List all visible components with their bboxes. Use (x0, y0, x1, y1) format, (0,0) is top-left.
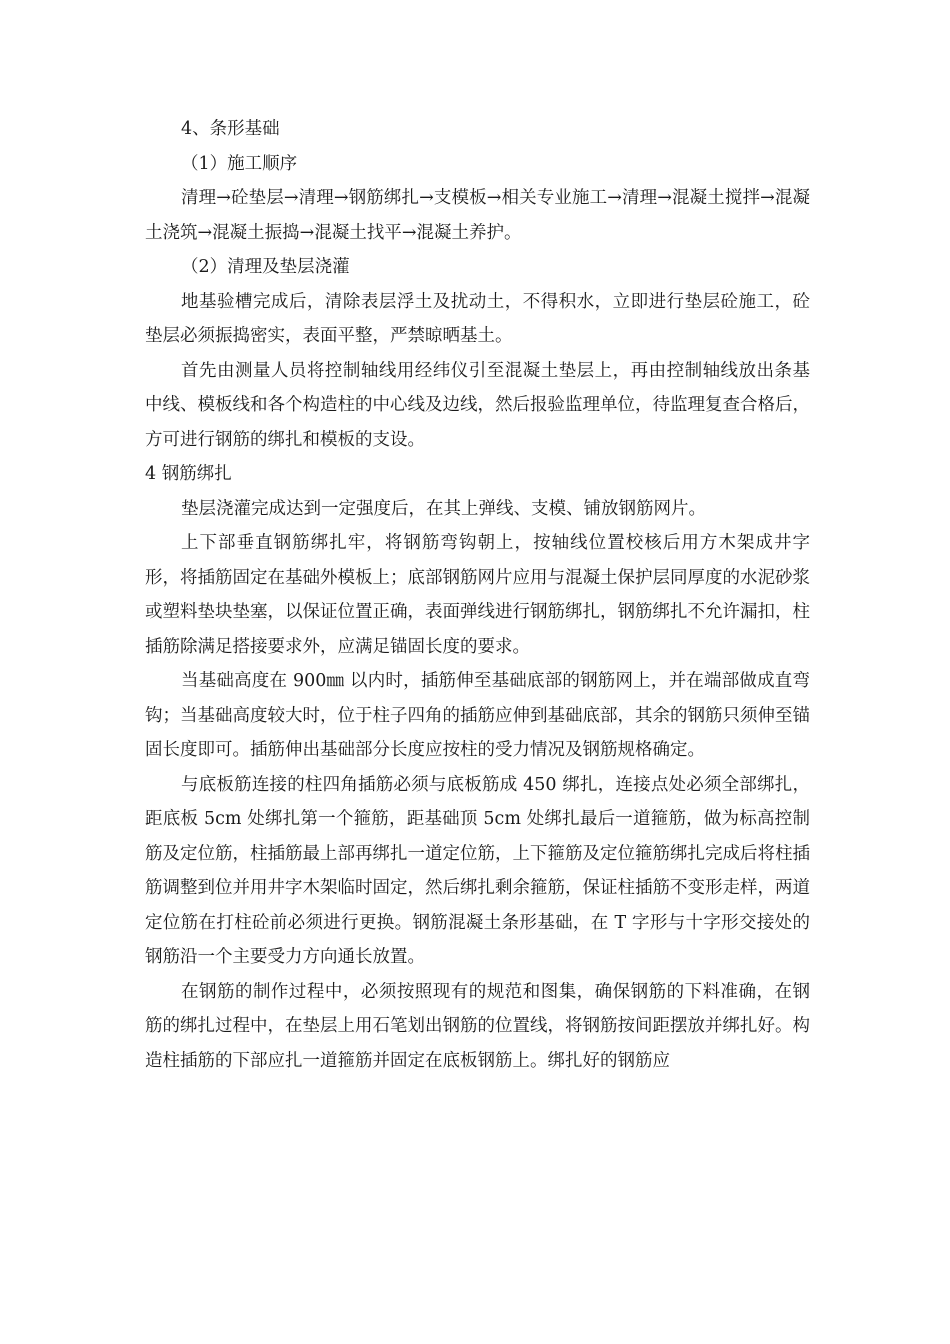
section-heading: 4、条形基础 (181, 119, 280, 139)
document-body (145, 112, 810, 1078)
paragraph: 清理→砼垫层→清理→钢筋绑扎→支模板→相关专业施工→清理→混凝土搅拌→混凝土浇筑→混凝土振捣→混凝土找平→混凝土养护。 (145, 188, 810, 243)
paragraph: 与底板筋连接的柱四角插筋必须与底板筋成 450 绑扎，连接点处必须全部绑扎，距底板 5cm 处绑扎第一个箍筋，距基础顶 5cm 处绑扎最后一道箍筋，做为标高控制筋及定位筋，柱插筋最上部再绑扎一道定位筋，上下箍筋及定位箍筋绑扎完成后将柱插筋调整到位并用井字木架临时固定，然后绑扎剩余箍筋，保证柱插筋不变形走样，两道定位筋在打柱砼前必须进行更换。钢筋混凝土条形基础，在 T 字形与十字形交接处的钢筋沿一个主要受力方向通长放置。 (145, 774, 810, 967)
subsection-heading: （1）施工顺序 (181, 153, 298, 174)
paragraph: 上下部垂直钢筋绑扎牢，将钢筋弯钩朝上，按轴线位置校核后用方木架成井字形，将插筋固定在基础外模板上；底部钢筋网片应用与混凝土保护层同厚度的水泥砂浆或塑料垫块垫塞，以保证位置正确，表面弹线进行钢筋绑扎，钢筋绑扎不允许漏扣，柱插筋除满足搭接要求外，应满足锚固长度的要求。 (145, 533, 810, 657)
paragraph: 首先由测量人员将控制轴线用经纬仪引至混凝土垫层上，再由控制轴线放出条基中线、模板线和各个构造柱的中心线及边线，然后报验监理单位，待监理复查合格后，方可进行钢筋的绑扎和模板的支设。 (145, 360, 810, 450)
paragraph: 地基验槽完成后，清除表层浮土及扰动土，不得积水，立即进行垫层砼施工，砼垫层必须振捣密实，表面平整，严禁晾晒基土。 (145, 291, 810, 346)
paragraph: 垫层浇灌完成达到一定强度后，在其上弹线、支模、铺放钢筋网片。 (181, 498, 706, 519)
subsection-heading: （2）清理及垫层浇灌 (181, 257, 350, 277)
paragraph: 在钢筋的制作过程中，必须按照现有的规范和图集，确保钢筋的下料准确，在钢筋的绑扎过程中，在垫层上用石笔划出钢筋的位置线，将钢筋按间距摆放并绑扎好。构造柱插筋的下部应扎一道箍筋并固定在底板钢筋上。绑扎好的钢筋应 (145, 981, 810, 1071)
paragraph: 当基础高度在 900㎜ 以内时，插筋伸至基础底部的钢筋网上，并在端部做成直弯钩；当基础高度较大时，位于柱子四角的插筋应伸到基础底部，其余的钢筋只须伸至锚固长度即可。插筋伸出基础部分长度应按柱的受力情况及钢筋规格确定。 (145, 671, 810, 760)
section-heading: 4 钢筋绑扎 (145, 464, 232, 484)
